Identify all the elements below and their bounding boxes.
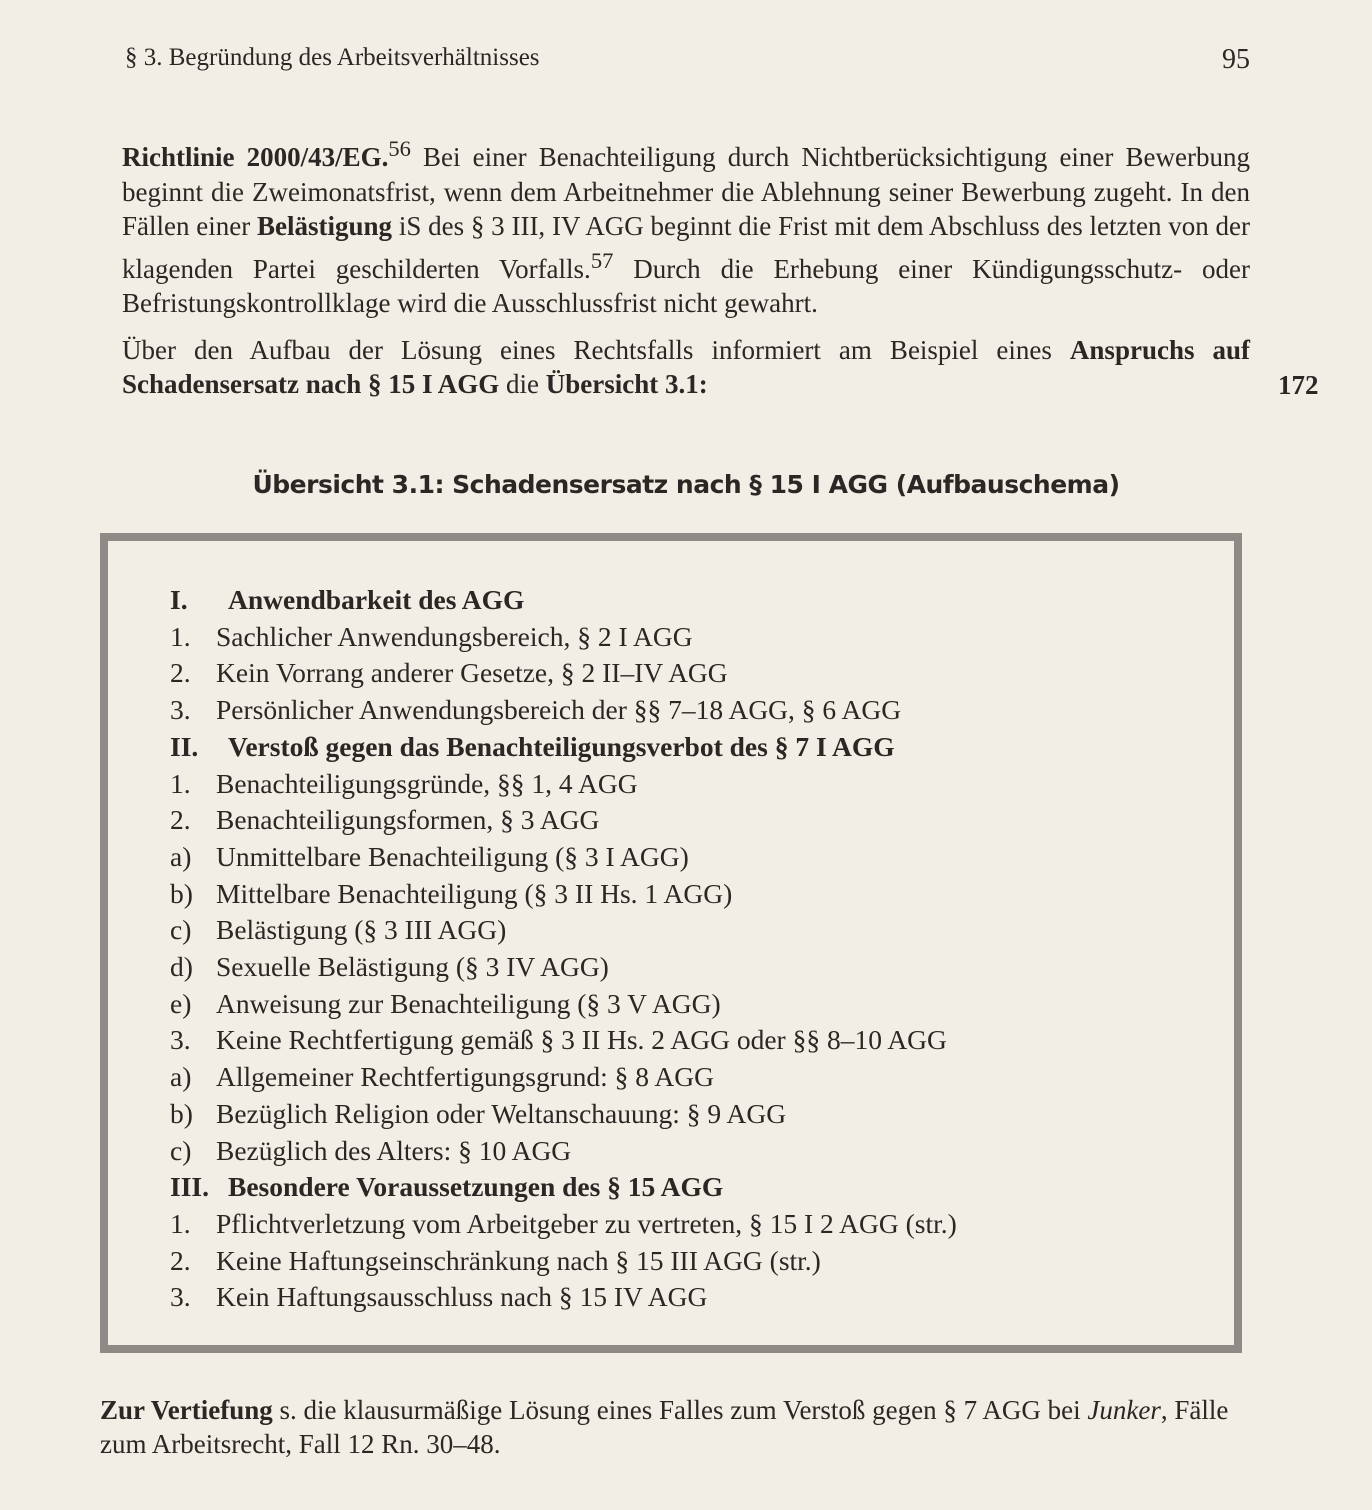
item-text: Besondere Voraussetzungen des § 15 AGG (228, 1171, 724, 1203)
margin-number: 172 (1278, 370, 1319, 400)
schema-item (170, 766, 1230, 803)
schema-item (170, 802, 1230, 839)
schema-item (170, 1133, 1230, 1170)
schema-item (170, 949, 1230, 986)
running-head (125, 44, 1250, 76)
item-text: Sachlicher Anwendungsbereich, § 2 I AGG (216, 620, 693, 652)
item-text: Benachteiligungsformen, § 3 AGG (216, 804, 600, 836)
paragraph-text: Durch die Erhebung einer Kündigungsschutz- oder Befristungskontrollklage wird die Ausschlussfrist nicht gewahrt. (122, 253, 1250, 318)
paragraph-text: Bei einer Benachteiligung durch Nichtberücksichtigung einer Bewerbung beginnt die Zweimonatsfrist, wenn dem Arbeitnehmer die Ablehnung seiner Bewerbung zugeht. In den Fällen einer (122, 142, 1250, 241)
schema-item (170, 876, 1230, 913)
footnote-ref: 56 (388, 136, 411, 161)
schema-item (170, 1243, 1230, 1280)
item-number: 3. (170, 1024, 191, 1056)
footnote-ref: 57 (590, 247, 614, 273)
item-text: Kein Vorrang anderer Gesetze, § 2 II–IV AGG (216, 657, 728, 689)
item-text: Belästigung (§ 3 III AGG) (216, 914, 507, 946)
schema-item (170, 1059, 1230, 1096)
note-text: s. die klausurmäßige Lösung eines Falles zum Verstoß gegen § 7 AGG bei (272, 1395, 1088, 1425)
schema-item (170, 619, 1230, 656)
item-number: 3. (170, 1281, 191, 1313)
schema-item (170, 582, 1230, 619)
item-number: 2. (170, 1244, 191, 1276)
item-text: Benachteiligungsgründe, §§ 1, 4 AGG (216, 767, 638, 799)
item-number: I. (170, 584, 188, 615)
schema-item (170, 729, 1230, 766)
body-text (122, 132, 1250, 402)
item-number: b) (170, 1097, 193, 1129)
note-text: , Fälle zum Arbeitsrecht, Fall 12 Rn. 30–48. (100, 1395, 1229, 1459)
page-number: 95 (1222, 44, 1250, 75)
schema-item (170, 692, 1230, 729)
item-text: Mittelbare Benachteiligung (§ 3 II Hs. 1 AGG) (216, 877, 733, 909)
item-number: e) (170, 987, 192, 1019)
schema-item (170, 1279, 1230, 1316)
item-text: Unmittelbare Benachteiligung (§ 3 I AGG) (216, 840, 689, 872)
item-text: Pflichtverletzung vom Arbeitgeber zu vertreten, § 15 I 2 AGG (str.) (216, 1207, 957, 1239)
schema-item (170, 655, 1230, 692)
schema-list (170, 582, 1230, 1316)
item-number: 2. (170, 657, 191, 689)
schema-item (170, 839, 1230, 876)
item-text: Anwendbarkeit des AGG (228, 584, 525, 615)
item-number: b) (170, 877, 193, 909)
paragraph-deadline (122, 132, 1250, 321)
schema-item (170, 986, 1230, 1023)
item-text: Verstoß gegen das Benachteiligungsverbot des § 7 I AGG (228, 730, 895, 762)
item-text: Bezüglich des Alters: § 10 AGG (216, 1134, 572, 1166)
overview-title: Übersicht 3.1: Schadensersatz nach § 15 I AGG (Aufbauschema) (252, 470, 1120, 499)
item-number: a) (170, 1061, 192, 1093)
schema-item (170, 1022, 1230, 1059)
bold-term: Übersicht 3.1: (545, 369, 708, 399)
item-text: Persönlicher Anwendungsbereich der §§ 7–18 AGG, § 6 AGG (216, 694, 902, 726)
item-number: 1. (170, 1207, 191, 1239)
further-reading-note (100, 1393, 1250, 1461)
bold-term: Belästigung (257, 211, 393, 241)
chapter-title: § 3. Begründung des Arbeitsverhältnisses (125, 44, 540, 71)
item-text: Keine Haftungseinschränkung nach § 15 III AGG (str.) (216, 1244, 821, 1276)
author-name: Junker (1087, 1395, 1161, 1425)
item-number: d) (170, 951, 193, 983)
paragraph-text: Über den Aufbau der Lösung eines Rechtsfalls informiert am Beispiel eines (122, 334, 1070, 365)
item-text: Sexuelle Belästigung (§ 3 IV AGG) (216, 951, 609, 983)
item-number: III. (170, 1171, 209, 1203)
item-text: Anweisung zur Benachteiligung (§ 3 V AGG) (216, 987, 721, 1019)
schema-item (170, 912, 1230, 949)
paragraph-text: iS des § 3 III, IV AGG beginnt die Frist mit dem Abschluss des letzten von der klagenden Partei geschilderten Vorfalls. (122, 211, 1250, 284)
paragraph-overview-intro (122, 333, 1250, 402)
item-text: Allgemeiner Rechtfertigungsgrund: § 8 AGG (216, 1061, 714, 1093)
item-text: Bezüglich Religion oder Weltanschauung: § 9 AGG (216, 1097, 787, 1129)
bold-term: Anspruchs auf Schadensersatz nach § 15 I AGG (122, 334, 1250, 399)
item-text: Kein Haftungsausschluss nach § 15 IV AGG (216, 1281, 708, 1313)
item-number: 3. (170, 694, 191, 726)
schema-item (170, 1096, 1230, 1133)
item-number: 1. (170, 767, 191, 799)
bold-term: Richtlinie 2000/43/EG. (122, 142, 389, 172)
bold-term: Zur Vertiefung (100, 1395, 273, 1425)
item-number: c) (170, 914, 192, 946)
item-number: a) (170, 840, 192, 872)
item-number: 2. (170, 804, 191, 836)
item-number: 1. (170, 620, 191, 652)
item-number: c) (170, 1134, 192, 1166)
item-number: II. (170, 730, 199, 762)
schema-item (170, 1169, 1230, 1206)
item-text: Keine Rechtfertigung gemäß § 3 II Hs. 2 AGG oder §§ 8–10 AGG (216, 1024, 947, 1056)
schema-item (170, 1206, 1230, 1243)
paragraph-text: die (499, 369, 546, 399)
